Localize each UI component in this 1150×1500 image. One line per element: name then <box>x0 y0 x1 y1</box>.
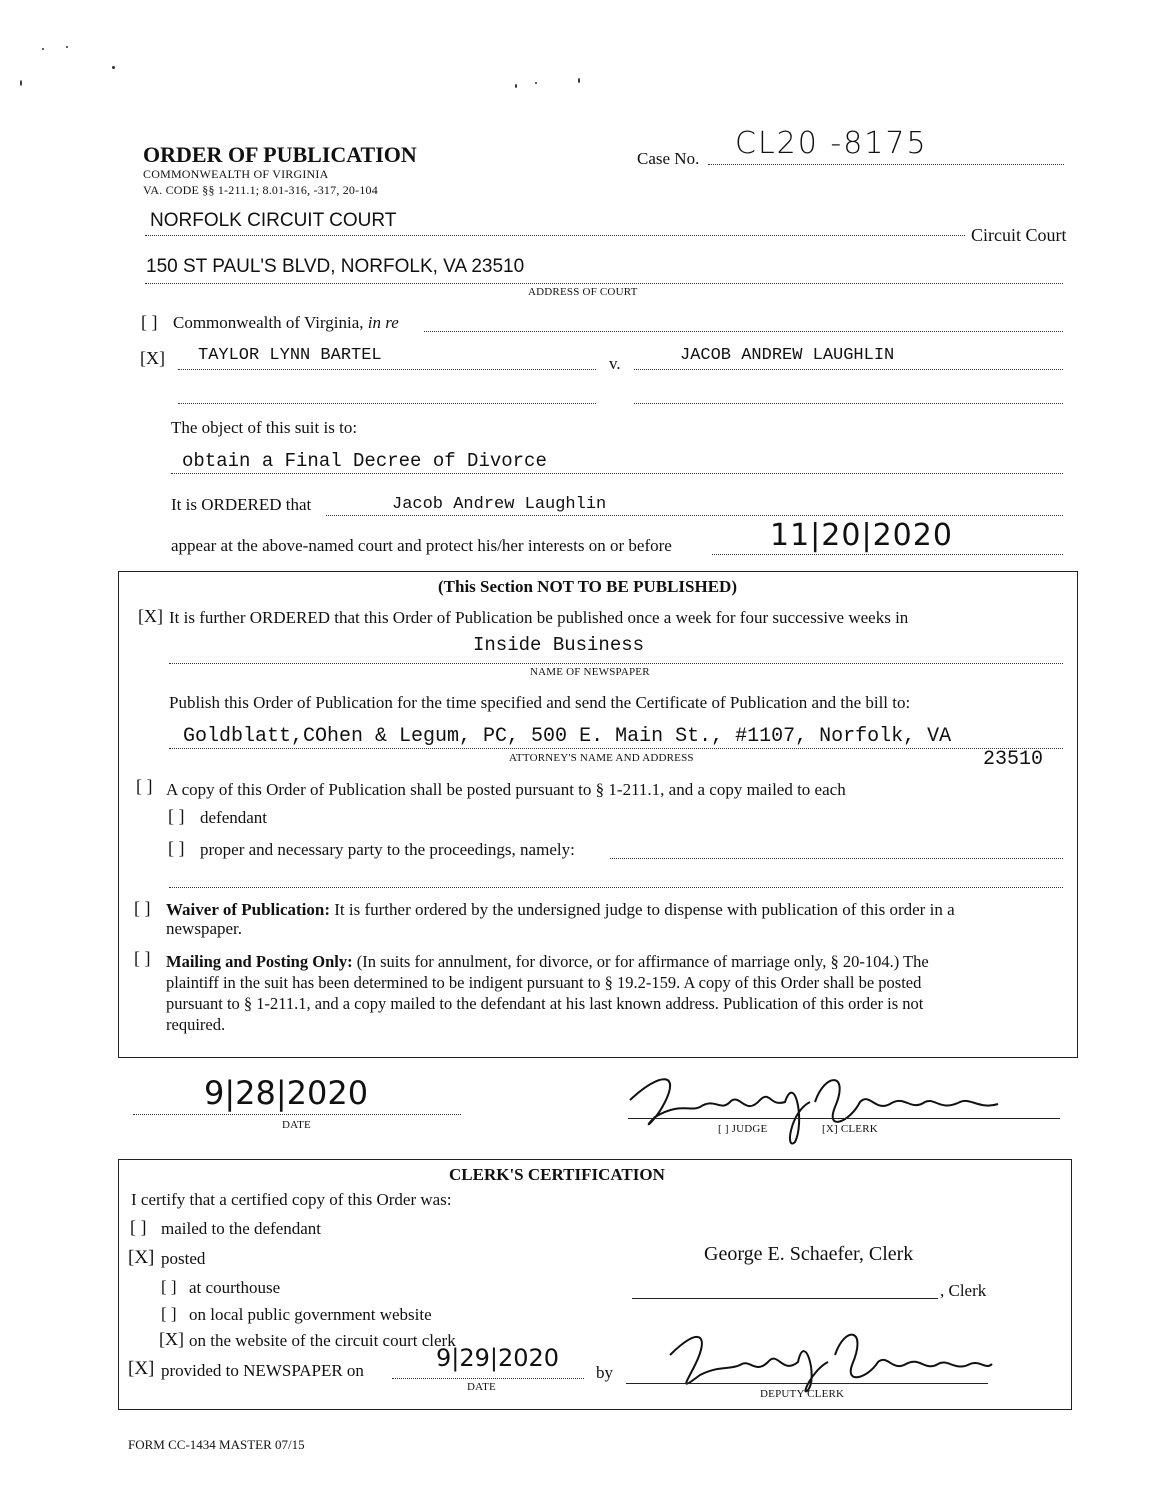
unpublished-heading: (This Section NOT TO BE PUBLISHED) <box>438 577 737 596</box>
by-label: by <box>596 1363 613 1382</box>
attorney-address-line2[interactable]: 23510 <box>983 748 1044 771</box>
newspaper-checkbox[interactable]: [X] <box>128 1358 155 1379</box>
mailing-checkbox[interactable]: [ ] <box>134 948 151 968</box>
newspaper-date[interactable]: 9|29|2020 <box>436 1344 560 1372</box>
form-subtitle-code: VA. CODE §§ 1-211.1; 8.01-316, -317, 20-104 <box>143 183 378 197</box>
posted-checkbox[interactable]: [X] <box>128 1247 155 1268</box>
plaintiff-name[interactable]: TAYLOR LYNN BARTEL <box>198 346 382 365</box>
waiver-text: Waiver of Publication: It is further ordered by the undersigned judge to dispense with publication of this order in a newspaper. <box>166 900 955 938</box>
waiver-title: Waiver of Publication: <box>166 900 331 919</box>
clerk-website-text: on the website of the circuit court clerk <box>189 1331 456 1350</box>
order-date[interactable]: 9|28|2020 <box>204 1074 369 1112</box>
gov-website-text: on local public government website <box>189 1305 432 1324</box>
newspaper-name[interactable]: Inside Business <box>473 634 645 656</box>
attorney-label: ATTORNEY'S NAME AND ADDRESS <box>509 752 694 764</box>
attorney-address-line1[interactable]: Goldblatt,COhen & Legum, PC, 500 E. Main St., #1107, Norfolk, VA <box>183 725 952 748</box>
clerk-suffix: , Clerk <box>940 1281 987 1300</box>
versus-label: v. <box>609 354 621 373</box>
judge-label[interactable]: [ ] JUDGE <box>718 1123 768 1135</box>
mailing-text: Mailing and Posting Only: (In suits for annulment, for divorce, or for affirmance of marriage only, § 20-104.) The plaintiff in the suit has been determined to be indigent pursuant to § 19.2-159. A copy of this Order shall be posted pursuant to § 1-211.1, and a copy mailed to the defendant at his last known address. Publication of this order is not required. <box>166 952 929 1034</box>
circuit-court-label: Circuit Court <box>971 225 1067 245</box>
court-name[interactable]: NORFOLK CIRCUIT COURT <box>150 210 397 231</box>
party-proceedings-checkbox[interactable]: [ ] <box>168 838 185 858</box>
appear-date[interactable]: 11|20|2020 <box>770 518 953 553</box>
ordered-person[interactable]: Jacob Andrew Laughlin <box>392 495 607 514</box>
defendant-name[interactable]: JACOB ANDREW LAUGHLIN <box>680 346 895 365</box>
in-re-label: in re <box>367 313 399 332</box>
party-proceedings-text: proper and necessary party to the proceedings, namely: <box>200 840 575 859</box>
clerk-name: George E. Schaefer, Clerk <box>704 1243 914 1265</box>
newspaper-text: provided to NEWSPAPER on <box>161 1361 364 1380</box>
case-number-value[interactable]: CL20 -8175 <box>735 126 928 161</box>
form-subtitle-commonwealth: COMMONWEALTH OF VIRGINIA <box>143 167 329 181</box>
object-value[interactable]: obtain a Final Decree of Divorce <box>182 450 547 472</box>
gov-website-checkbox[interactable]: [ ] <box>161 1304 177 1323</box>
certification-heading: CLERK'S CERTIFICATION <box>449 1165 665 1184</box>
form-number: FORM CC-1434 MASTER 07/15 <box>128 1437 305 1452</box>
defendant-checkbox[interactable]: [ ] <box>168 806 185 826</box>
mailing-title: Mailing and Posting Only: <box>166 952 353 971</box>
form-title: ORDER OF PUBLICATION <box>143 142 417 167</box>
newspaper-date-label: DATE <box>467 1381 496 1393</box>
publish-checkbox[interactable]: [X] <box>138 606 163 626</box>
appear-text: appear at the above-named court and protect his/her interests on or before <box>171 536 672 555</box>
court-address[interactable]: 150 ST PAUL'S BLVD, NORFOLK, VA 23510 <box>146 256 525 277</box>
mailed-text: mailed to the defendant <box>161 1219 322 1238</box>
mailed-checkbox[interactable]: [ ] <box>130 1217 147 1237</box>
publish-text: It is further ORDERED that this Order of Publication be published once a week for four successive weeks in <box>169 608 909 627</box>
send-text: Publish this Order of Publication for the time specified and send the Certificate of Publication and the bill to: <box>169 693 911 712</box>
certification-intro: I certify that a certified copy of this Order was: <box>131 1190 452 1209</box>
copy-posted-checkbox[interactable]: [ ] <box>136 776 153 796</box>
newspaper-label: NAME OF NEWSPAPER <box>530 666 650 678</box>
copy-posted-text: A copy of this Order of Publication shall be posted pursuant to § 1-211.1, and a copy mailed to each <box>166 780 846 799</box>
commonwealth-label: Commonwealth of Virginia, in re <box>173 313 399 332</box>
courthouse-text: at courthouse <box>189 1278 281 1297</box>
case-number-label: Case No. <box>637 149 700 168</box>
posted-text: posted <box>161 1249 206 1268</box>
courthouse-checkbox[interactable]: [ ] <box>161 1277 177 1296</box>
commonwealth-checkbox[interactable]: [ ] <box>141 312 158 332</box>
waiver-checkbox[interactable]: [ ] <box>134 898 151 918</box>
defendant-text: defendant <box>200 808 268 827</box>
deputy-clerk-label: DEPUTY CLERK <box>760 1388 845 1400</box>
order-date-label: DATE <box>282 1119 311 1131</box>
party-checkbox[interactable]: [X] <box>140 348 165 368</box>
clerk-signature <box>620 1062 1020 1152</box>
ordered-label: It is ORDERED that <box>171 495 312 514</box>
clerk-website-checkbox[interactable]: [X] <box>159 1329 184 1349</box>
object-label: The object of this suit is to: <box>171 418 358 437</box>
clerk-label[interactable]: [X] CLERK <box>822 1123 878 1135</box>
court-address-label: ADDRESS OF COURT <box>528 286 638 298</box>
